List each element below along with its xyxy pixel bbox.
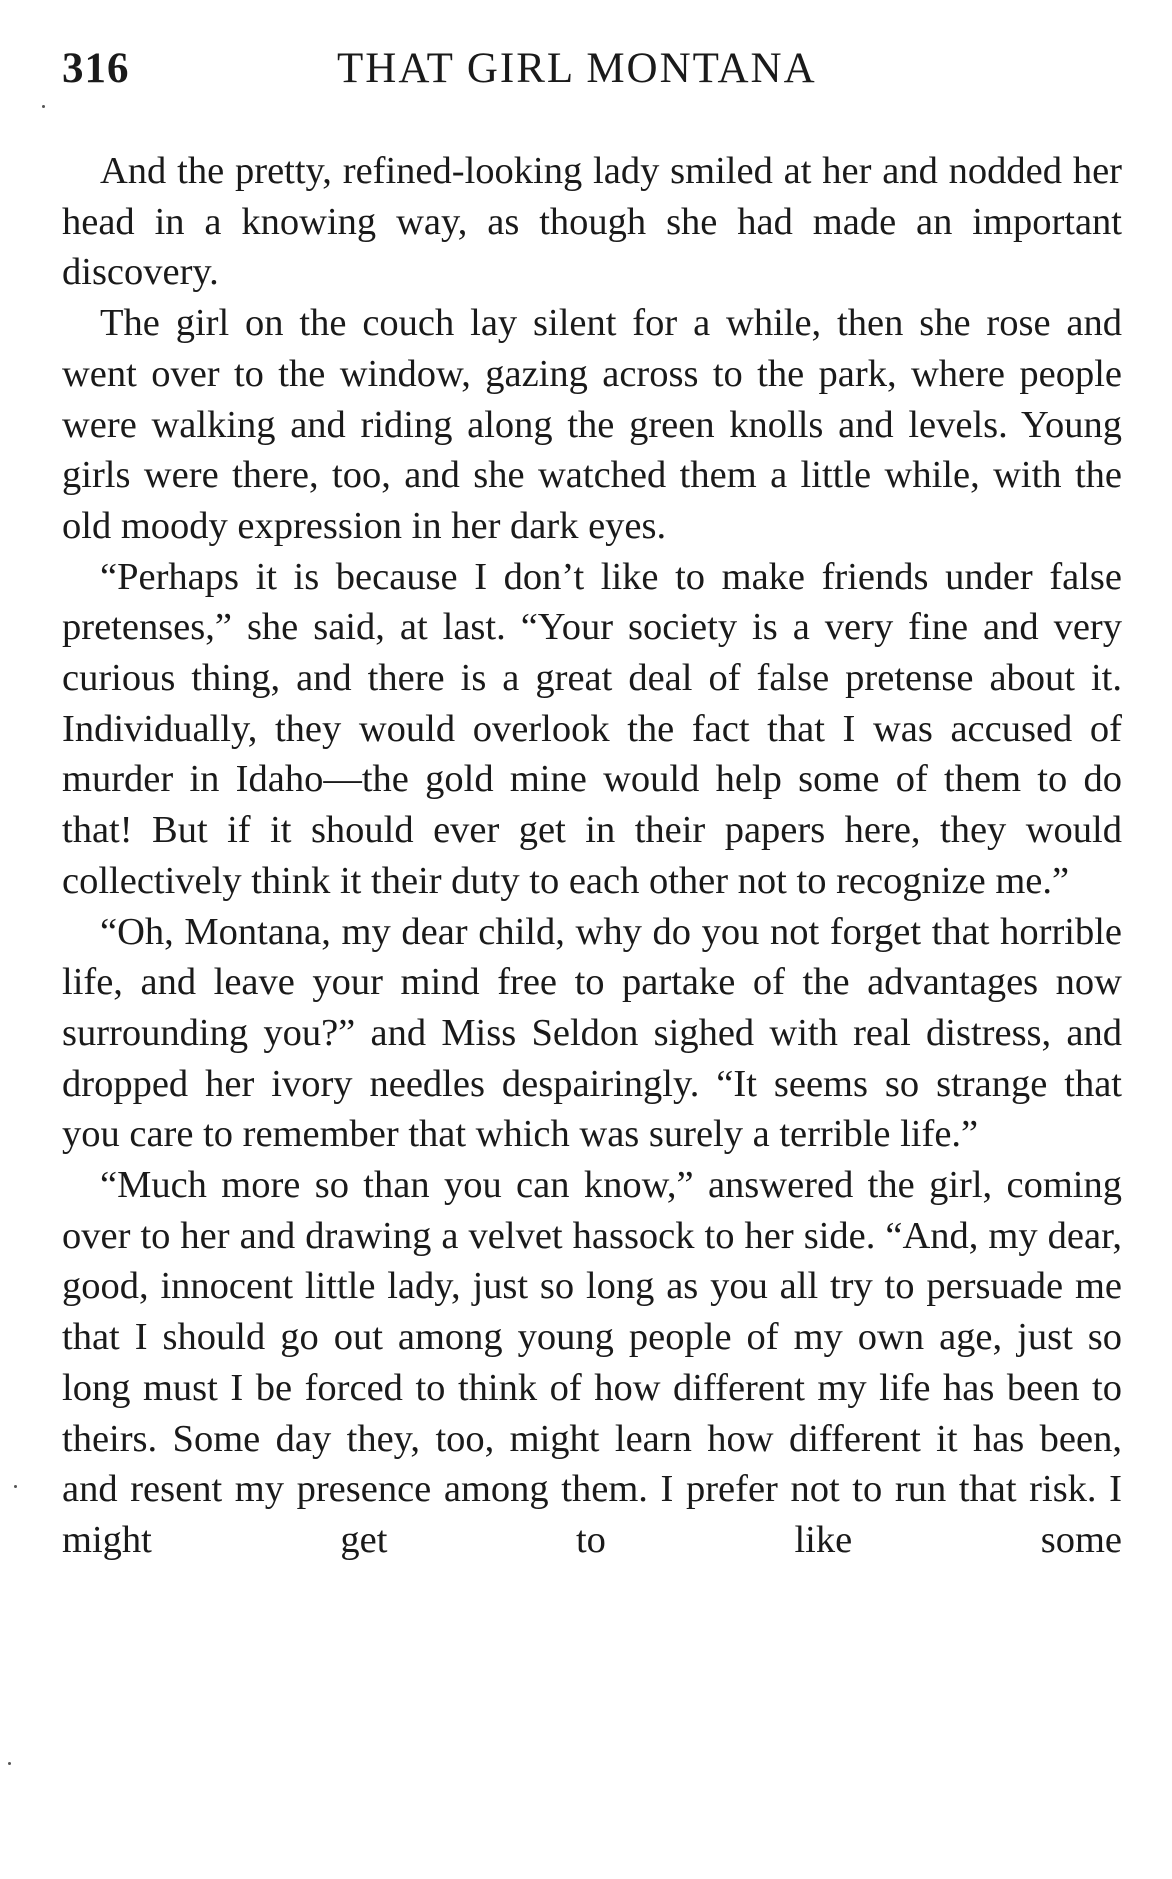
paragraph-5: “Much more so than you can know,” answered the girl, coming over to her and drawing a velvet hassock to her side. “And, my dear, good, innocent little lady, just so long as you all try to persuade me that I should go out among young people of my own age, just so long must I be forced to think of how different my life has been to theirs. Some day they, too, might learn how different it has been, and resent my presence among them. I prefer not to run that risk. I might get to like some <box>62 1164 1122 1561</box>
paragraph-1: And the pretty, refined-looking lady smiled at her and nodded her head in a knowing way, as though she had made an important discovery. <box>62 150 1122 294</box>
running-head <box>62 44 1172 104</box>
ink-speck <box>8 1762 11 1765</box>
running-title: THAT GIRL MONTANA <box>337 45 817 92</box>
ink-speck <box>14 1485 17 1488</box>
body-text <box>62 146 1122 1566</box>
paragraph-4: “Oh, Montana, my dear child, why do you not forget that horrible life, and leave your mind free to partake of the advantages now surrounding you?” and Miss Seldon sighed with real distress, and dropped her ivory needles despairingly. “It seems so strange that you care to remember that which was surely a terrible life.” <box>62 910 1122 1156</box>
page-number: 316 <box>62 45 130 92</box>
paragraph-2: The girl on the couch lay silent for a while, then she rose and went over to the window, gazing across to the park, where people were walking and riding along the green knolls and levels. Young girls were there, too, and she watched them a little while, with the old moody expression in her dark eyes. <box>62 302 1122 547</box>
paragraph-3: “Perhaps it is because I don’t like to make friends under false pretenses,” she said, at last. “Your society is a very fine and very curious thing, and there is a great deal of false pretense about it. Individually, they would overlook the fact that I was accused of murder in Idaho—the gold mine would help some of them to do that! But if it should ever get in their papers here, they would collectively think it their duty to each other not to recognize me.” <box>62 555 1122 902</box>
ink-speck <box>42 105 45 108</box>
